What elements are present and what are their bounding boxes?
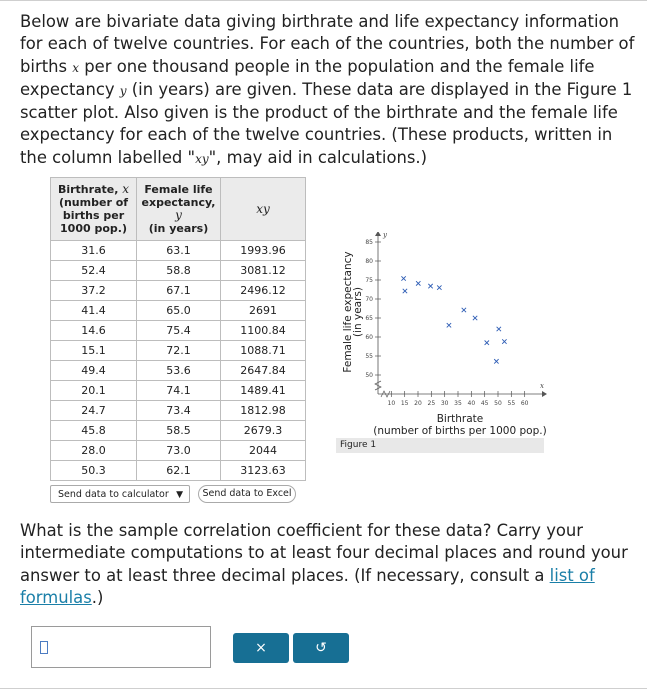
cell-birthrate: 50.3 [51,461,137,481]
cell-life-expectancy: 53.6 [137,361,221,381]
table-row [51,241,306,261]
table-row [51,281,306,301]
table-row [51,401,306,421]
cell-product: 1812.98 [221,401,306,421]
data-point [473,316,477,320]
table-row [51,381,306,401]
data-point [447,323,451,327]
table-row [51,461,306,481]
data-point [401,276,405,280]
data-point [437,285,441,289]
table-row [51,321,306,341]
text-cursor-icon [40,641,48,654]
clear-button[interactable]: × [233,633,289,663]
top-divider [0,0,647,1]
y-tick-label: 60 [365,334,373,341]
x-axis-break-icon [381,391,390,397]
x-tick-label: 40 [467,400,476,407]
y-axis-break-icon [375,381,381,390]
list-of-formulas-link[interactable]: list of formulas [20,565,595,607]
data-point [428,284,432,288]
data-point [494,359,498,363]
chevron-down-icon: ▼ [176,490,183,500]
var-x: x [72,60,80,75]
x-tick-label: 30 [440,400,449,407]
var-xy: xy [195,151,209,166]
cell-life-expectancy: 73.4 [137,401,221,421]
figure-caption: Figure 1 [340,440,377,450]
x-tick-label: 45 [480,400,489,407]
data-point [497,327,501,331]
y-axis-label: Female life expectancy [342,251,354,373]
cell-birthrate: 41.4 [51,301,137,321]
x-tick-label: 15 [400,400,409,407]
cell-life-expectancy: 65.0 [137,301,221,321]
cell-birthrate: 52.4 [51,261,137,281]
table-row [51,301,306,321]
cell-life-expectancy: 73.0 [137,441,221,461]
y-tick-label: 75 [365,277,373,284]
x-axis-arrow-icon [542,391,547,397]
header-life-expectancy: Female life expectancy, y (in years) [137,178,221,241]
cell-product: 2647.84 [221,361,306,381]
y-tick-label: 65 [365,315,373,322]
cell-life-expectancy: 62.1 [137,461,221,481]
x-tick-label: 60 [520,400,529,407]
y-tick-label: 50 [365,372,373,379]
cell-product: 2496.12 [221,281,306,301]
cell-life-expectancy: 74.1 [137,381,221,401]
cell-birthrate: 24.7 [51,401,137,421]
data-point [416,281,420,285]
x-tick-label: 25 [427,400,436,407]
cell-birthrate: 45.8 [51,421,137,441]
scatter-plot [340,232,550,407]
cell-product: 1489.41 [221,381,306,401]
cell-product: 3081.12 [221,261,306,281]
y-tick-label: 80 [365,258,373,265]
var-y: y [119,83,127,98]
data-point [462,308,466,312]
cell-product: 2044 [221,441,306,461]
cell-product: 2679.3 [221,421,306,441]
y-axis-sublabel: (in years) [352,287,364,337]
y-tick-label: 70 [365,296,373,303]
x-tick-label: 35 [454,400,462,407]
problem-intro: Below are bivariate data giving birthrate and life expectancy information for each of twelve countries. For each of the countries, both the number of births x per one thousand people in the population and the female life expectancy y (in years) are given. These data are displayed in the Figure 1 scatter plot. Also given is the product of the birthrate and the female life expectancy for each of the twelve countries. (These products, written in the column labelled "xy", may aid in calculations.) [20,12,635,167]
cell-life-expectancy: 75.4 [137,321,221,341]
cell-birthrate: 28.0 [51,441,137,461]
x-tick-label: 50 [494,400,502,407]
send-to-excel-button[interactable]: Send data to Excel [198,485,296,503]
undo-button[interactable]: ↺ [293,633,349,663]
table-row [51,341,306,361]
cell-product: 1993.96 [221,241,306,261]
y-tick-label: 55 [365,353,373,360]
x-tick-label: 10 [387,400,396,407]
header-product: xy [221,178,306,241]
y-axis-arrow-icon [375,232,381,236]
table-row [51,361,306,381]
bottom-divider [0,688,647,689]
x-tick-label: 55 [507,400,516,407]
cell-birthrate: 31.6 [51,241,137,261]
cell-birthrate: 20.1 [51,381,137,401]
cell-birthrate: 49.4 [51,361,137,381]
cell-birthrate: 37.2 [51,281,137,301]
cell-product: 1100.84 [221,321,306,341]
cell-birthrate: 15.1 [51,341,137,361]
data-table [50,177,306,481]
y-tick-label: 85 [365,239,373,246]
x-axis-label: Birthrate [436,413,484,425]
data-point [403,289,407,293]
x-axis-symbol: x [540,382,544,390]
cell-life-expectancy: 72.1 [137,341,221,361]
table-row [51,441,306,461]
x-tick-label: 20 [414,400,422,407]
answer-input[interactable] [31,626,211,668]
question-text: What is the sample correlation coefficient for these data? Carry your intermediate computations to at least four decimal places and round your answer to at least three decimal places. (If necessary, consult a list of formulas.) [20,521,628,607]
cell-product: 3123.63 [221,461,306,481]
data-point [502,339,506,343]
x-axis-sublabel: (number of births per 1000 pop.) [373,425,547,437]
table-row [51,261,306,281]
cell-product: 1088.71 [221,341,306,361]
send-to-calculator-button[interactable]: Send data to calculator ▼ [50,485,190,503]
header-birthrate: Birthrate, x (number of births per 1000 pop.) [51,178,137,241]
cell-birthrate: 14.6 [51,321,137,341]
cell-life-expectancy: 58.5 [137,421,221,441]
cell-life-expectancy: 58.8 [137,261,221,281]
y-axis-symbol: y [383,232,387,239]
cell-life-expectancy: 63.1 [137,241,221,261]
table-row [51,421,306,441]
data-point [485,341,489,345]
cell-product: 2691 [221,301,306,321]
cell-life-expectancy: 67.1 [137,281,221,301]
